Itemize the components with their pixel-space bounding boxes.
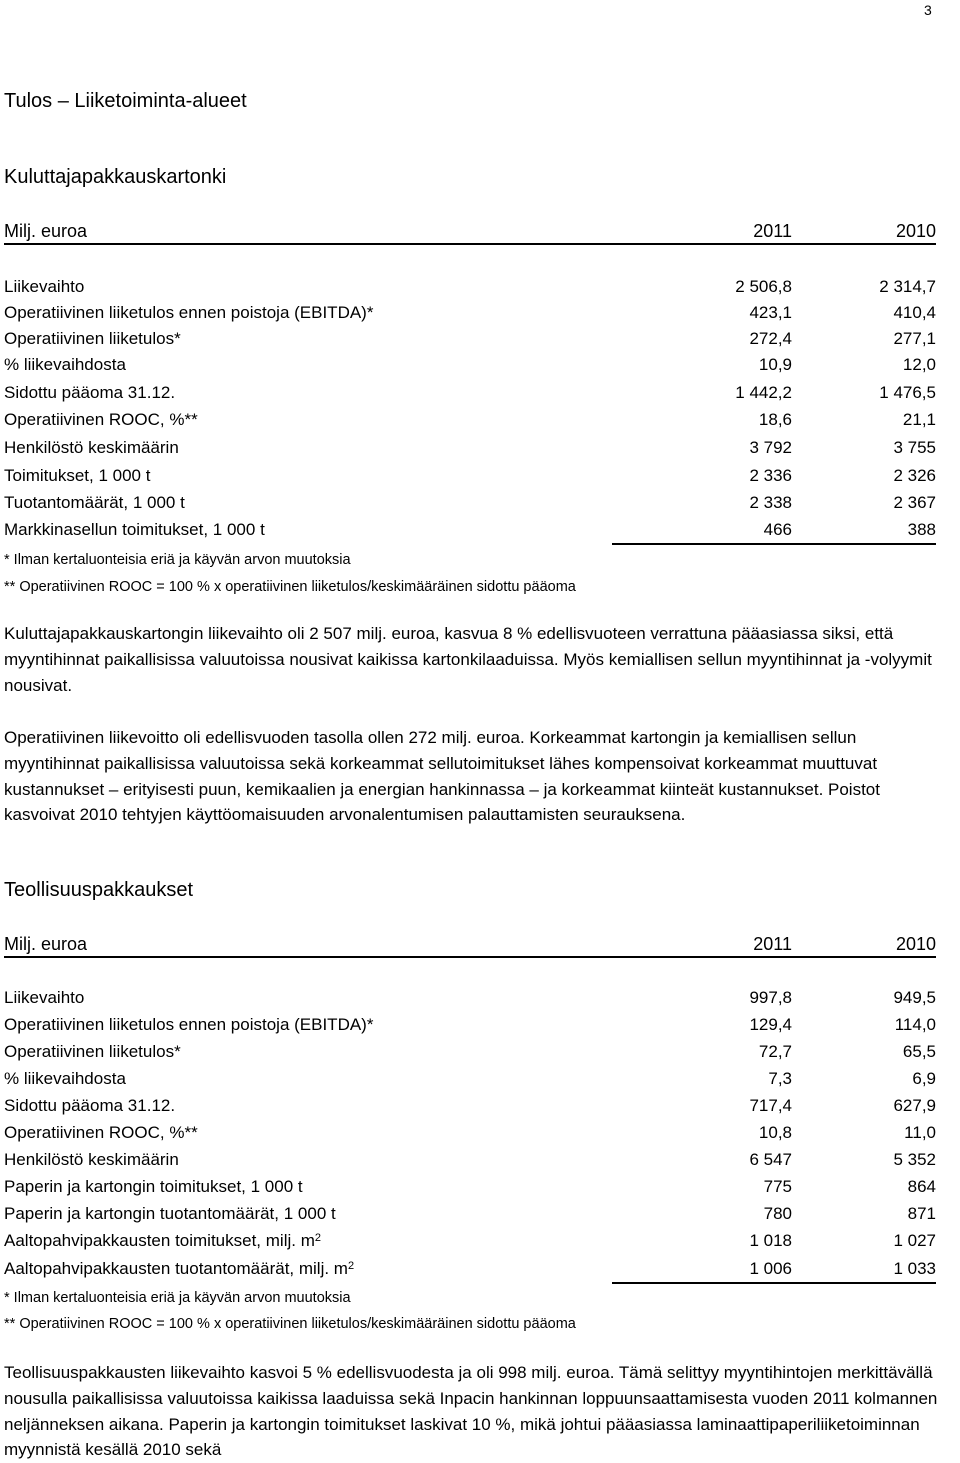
paragraph-consumer-board-2: Operatiivinen liikevoitto oli edellisvuoden tasolla ollen 272 milj. euroa. Korkeammat kartongin ja kemiallisen sellun myyntihinnat paikallisissa valuutoissa sekä korkeammat sellutoimitukset lähes kompensoivat korkeammat muuttuvat kustannukset – erityisesti puun, kemikaalien ja energian hankinnassa – ja korkeammat kiinteät kustannukset. Poistot kasvoivat 2010 tehtyjen käyttöomaisuuden arvonalentumisen palauttamisten seurauksena. xyxy=(4,728,880,825)
value-2011: 2 338 xyxy=(749,493,792,512)
table-row xyxy=(4,1228,936,1254)
row-label xyxy=(4,1228,321,1254)
value-2011: 10,8 xyxy=(758,1123,792,1142)
value-2010: 5 352 xyxy=(893,1150,936,1169)
table-header-industrial-packaging xyxy=(4,932,936,958)
value-2011: 717,4 xyxy=(749,1096,792,1115)
row-label: % liikevaihdosta xyxy=(4,1069,126,1088)
table-row xyxy=(4,490,936,516)
table-row xyxy=(4,1120,936,1146)
value-2010: 1 476,5 xyxy=(879,383,936,402)
column-header-year1: 2011 xyxy=(753,934,792,954)
value-2011: 997,8 xyxy=(749,988,792,1007)
row-label: Henkilöstö keskimäärin xyxy=(4,438,179,457)
row-label: Operatiivinen ROOC, %** xyxy=(4,1123,198,1142)
row-label: Henkilöstö keskimäärin xyxy=(4,1150,179,1169)
row-label: Liikevaihto xyxy=(4,277,85,296)
table-row xyxy=(4,300,936,326)
row-label: % liikevaihdosta xyxy=(4,355,126,374)
table-row xyxy=(4,1093,936,1119)
value-2011: 423,1 xyxy=(749,303,792,322)
value-2011: 2 336 xyxy=(749,466,792,485)
table-row xyxy=(4,1256,936,1284)
page-number: 3 xyxy=(924,2,932,18)
row-label-text: Aaltopahvipakkausten tuotantomäärät, milj. m xyxy=(4,1259,348,1278)
value-2010: 388 xyxy=(907,520,936,539)
value-2010: 1 033 xyxy=(893,1259,936,1278)
value-2010: 21,1 xyxy=(902,410,936,429)
value-2011: 272,4 xyxy=(749,329,792,348)
value-2010: 2 314,7 xyxy=(879,277,936,296)
table-row xyxy=(4,274,936,300)
row-label: Operatiivinen ROOC, %** xyxy=(4,410,198,429)
value-2011: 780 xyxy=(763,1204,792,1223)
row-label: Liikevaihto xyxy=(4,988,85,1007)
row-label: Operatiivinen liiketulos* xyxy=(4,1042,181,1061)
column-header-year2: 2010 xyxy=(895,934,936,954)
value-2010: 1 027 xyxy=(893,1231,936,1250)
table-row xyxy=(4,1201,936,1227)
footnote-1: * Ilman kertaluonteisia eriä ja käyvän arvon muutoksia xyxy=(4,552,351,568)
value-2011: 1 006 xyxy=(749,1259,792,1278)
value-2010: 6,9 xyxy=(912,1069,936,1088)
section-heading-industrial-packaging: Teollisuuspakkaukset xyxy=(4,879,193,901)
row-label: Operatiivinen liiketulos ennen poistoja (EBITDA)* xyxy=(4,1015,374,1034)
table-row xyxy=(4,352,936,378)
table-row xyxy=(4,326,936,352)
value-2011: 1 442,2 xyxy=(735,383,792,402)
table-row xyxy=(4,380,936,406)
table-unit-label: Milj. euroa xyxy=(4,934,88,954)
table-row xyxy=(4,1147,936,1173)
column-header-year2: 2010 xyxy=(895,221,936,241)
row-label: Operatiivinen liiketulos* xyxy=(4,329,181,348)
value-2011: 1 018 xyxy=(749,1231,792,1250)
row-label: Paperin ja kartongin tuotantomäärät, 1 000 t xyxy=(4,1204,336,1223)
row-label: Sidottu pääoma 31.12. xyxy=(4,383,176,402)
value-2011: 3 792 xyxy=(749,438,792,457)
value-2010: 2 326 xyxy=(893,466,936,485)
page-title: Tulos – Liiketoiminta-alueet xyxy=(4,90,247,112)
rule-gap xyxy=(4,1282,612,1284)
row-label: Tuotantomäärät, 1 000 t xyxy=(4,493,185,512)
value-2010: 277,1 xyxy=(893,329,936,348)
table-row xyxy=(4,1066,936,1092)
table-row xyxy=(4,985,936,1011)
value-2011: 466 xyxy=(763,520,792,539)
value-2010: 11,0 xyxy=(904,1123,936,1142)
value-2011: 129,4 xyxy=(749,1015,792,1034)
paragraph-industrial-packaging-1: Teollisuuspakkausten liikevaihto kasvoi 5 % edellisvuodesta ja oli 998 milj. euroa. Tämä selittyy myyntihintojen merkittävällä nousulla paikallisissa valuutoissa kaikissa laaduissa sekä Inpacin hankinnan loppuunsaattamisesta vuoden 2011 kolmannen neljänneksen aikana. Paperin ja kartongin toimitukset laskivat 10 %, mikä johtui pääasiassa laminaattipaperiliiketoiminnan myynnistä kesällä 2010 sekä xyxy=(4,1363,938,1460)
value-2011: 72,7 xyxy=(758,1042,792,1061)
value-2011: 6 547 xyxy=(749,1150,792,1169)
row-label: Paperin ja kartongin toimitukset, 1 000 t xyxy=(4,1177,303,1196)
superscript: 2 xyxy=(347,1260,355,1272)
paragraph-consumer-board-1: Kuluttajapakkauskartongin liikevaihto oli 2 507 milj. euroa, kasvua 8 % edellisvuoteen verrattuna pääasiassa siksi, että myyntihinnat paikallisissa valuutoissa nousivat kaikissa kartonkilaaduissa. Myös kemiallisen sellun myyntihinnat ja -volyymit nousivat. xyxy=(4,624,932,695)
value-2010: 627,9 xyxy=(893,1096,936,1115)
row-label: Markkinasellun toimitukset, 1 000 t xyxy=(4,520,265,539)
value-2010: 65,5 xyxy=(902,1042,936,1061)
rule-gap xyxy=(4,543,612,545)
footnote-2: ** Operatiivinen ROOC = 100 % x operatiivinen liiketulos/keskimääräinen sidottu pääoma xyxy=(4,1316,576,1332)
row-label: Sidottu pääoma 31.12. xyxy=(4,1096,176,1115)
value-2011: 775 xyxy=(763,1177,792,1196)
table-row xyxy=(4,1039,936,1065)
row-label xyxy=(4,1256,354,1282)
value-2010: 871 xyxy=(907,1204,936,1223)
table-header-consumer-board xyxy=(4,219,936,245)
value-2010: 410,4 xyxy=(893,303,936,322)
value-2010: 3 755 xyxy=(893,438,936,457)
row-label: Operatiivinen liiketulos ennen poistoja (EBITDA)* xyxy=(4,303,374,322)
table-row xyxy=(4,1012,936,1038)
section-heading-consumer-board: Kuluttajapakkauskartonki xyxy=(4,166,227,188)
value-2011: 2 506,8 xyxy=(735,277,792,296)
row-label-text: Aaltopahvipakkausten toimitukset, milj. m xyxy=(4,1231,315,1250)
value-2011: 18,6 xyxy=(758,410,792,429)
column-header-year1: 2011 xyxy=(753,221,792,241)
footnote-1: * Ilman kertaluonteisia eriä ja käyvän arvon muutoksia xyxy=(4,1290,351,1306)
value-2010: 12,0 xyxy=(902,355,936,374)
table-row xyxy=(4,435,936,461)
table-row xyxy=(4,1174,936,1200)
row-label: Toimitukset, 1 000 t xyxy=(4,466,151,485)
value-2011: 10,9 xyxy=(758,355,792,374)
value-2010: 114,0 xyxy=(894,1015,936,1034)
value-2011: 7,3 xyxy=(768,1069,792,1088)
footnote-2: ** Operatiivinen ROOC = 100 % x operatiivinen liiketulos/keskimääräinen sidottu pääoma xyxy=(4,579,576,595)
value-2010: 949,5 xyxy=(893,988,936,1007)
value-2010: 864 xyxy=(907,1177,936,1196)
superscript: 2 xyxy=(314,1232,321,1244)
table-row xyxy=(4,407,936,433)
value-2010: 2 367 xyxy=(893,493,936,512)
table-row xyxy=(4,517,936,545)
table-unit-label: Milj. euroa xyxy=(4,221,88,241)
table-row xyxy=(4,463,936,489)
